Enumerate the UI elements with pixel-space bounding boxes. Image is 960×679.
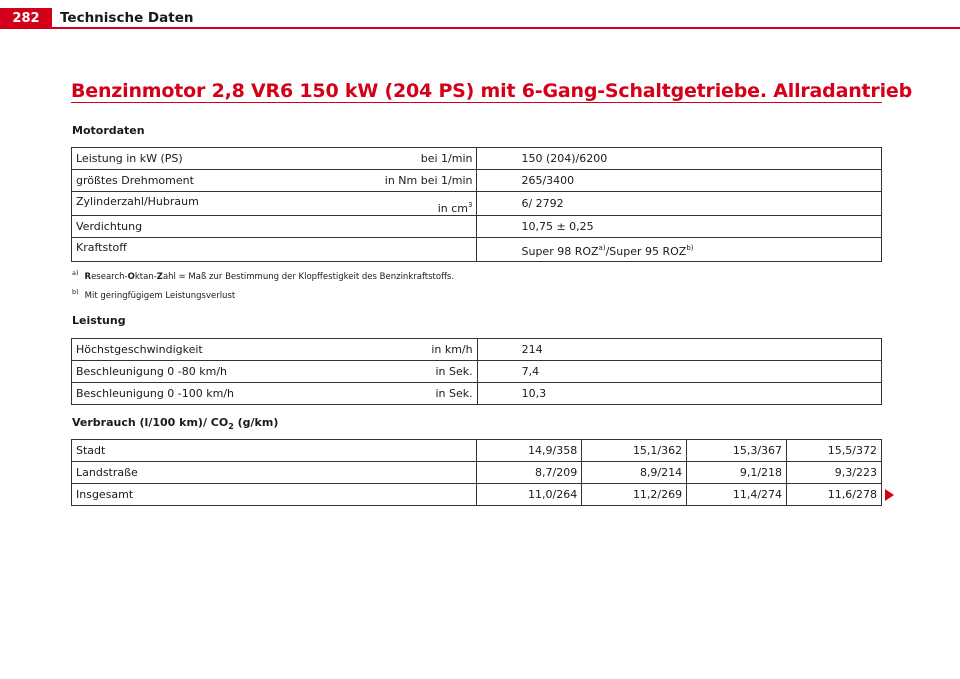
page-number: 282: [0, 8, 52, 29]
leistung-table: [71, 338, 882, 405]
row-label-cell: [72, 148, 477, 170]
row-value: 10,3: [477, 383, 881, 405]
row-label: Verdichtung: [76, 220, 143, 233]
row-label: Insgesamt: [72, 484, 477, 506]
motordaten-heading: Motordaten: [72, 124, 145, 137]
header-rule: [0, 27, 960, 29]
row-label: Beschleunigung 0 -100 km/h: [76, 387, 235, 400]
verbrauch-heading: Verbrauch (l/100 km)/ $CO_2$ (g/km): [72, 416, 279, 431]
table-row: [72, 339, 882, 361]
verbrauch-table: [71, 439, 882, 506]
row-unit: bei 1/min: [420, 152, 473, 165]
row-value: 8,9/214: [582, 462, 687, 484]
row-value: 11,6/278: [787, 484, 882, 506]
row-label-cell: [72, 339, 478, 361]
row-label-cell: [72, 361, 478, 383]
row-label: Landstraße: [72, 462, 477, 484]
table-row: [72, 238, 882, 262]
row-unit: in km/h: [431, 343, 473, 356]
row-label: Beschleunigung 0 -80 km/h: [76, 365, 228, 378]
row-value: 10,75 ± 0,25: [477, 216, 882, 238]
row-value: 9,1/218: [687, 462, 787, 484]
table-row: [72, 170, 882, 192]
footnote-b: $^{b)}$ Mit geringfügigem Leistungsverlust: [72, 288, 236, 301]
row-value: 14,9/358: [477, 440, 582, 462]
arrow-right-icon[interactable]: [885, 489, 894, 501]
row-value: 11,4/274: [687, 484, 787, 506]
row-value: 11,0/264: [477, 484, 582, 506]
footnote-a: $^{a)}$ Research-Oktan-Zahl = Maß zur Bestimmung der Klopffestigkeit des Benzinkraftstoffs.: [72, 269, 455, 282]
row-label: Höchstgeschwindigkeit: [76, 343, 203, 356]
row-value: 15,3/367: [687, 440, 787, 462]
row-value: 6/ 2792: [477, 192, 882, 216]
motordaten-table: [71, 147, 882, 262]
leistung-heading: Leistung: [72, 314, 126, 327]
title-rule: [71, 102, 882, 103]
table-row: [72, 361, 882, 383]
row-label-cell: [72, 192, 477, 216]
row-value: 7,4: [477, 361, 881, 383]
table-row: [72, 192, 882, 216]
row-label-cell: [72, 238, 477, 262]
row-label: größtes Drehmoment: [76, 174, 194, 187]
row-label-cell: [72, 216, 477, 238]
table-row: [72, 484, 882, 506]
table-row: [72, 216, 882, 238]
table-row: [72, 440, 882, 462]
row-unit: in Nm bei 1/min: [384, 174, 473, 187]
row-value: 150 (204)/6200: [477, 148, 882, 170]
row-label: Stadt: [72, 440, 477, 462]
row-value: 15,5/372: [787, 440, 882, 462]
row-value: 265/3400: [477, 170, 882, 192]
row-value: Super 98 ROZ$^{a)}$/Super 95 ROZ$^{b)}$: [477, 238, 882, 262]
row-value: 214: [477, 339, 881, 361]
row-label: Kraftstoff: [76, 241, 127, 254]
row-value: 15,1/362: [582, 440, 687, 462]
row-unit: in $cm^3$: [437, 200, 473, 215]
section-title: Technische Daten: [60, 10, 194, 26]
row-label-cell: [72, 170, 477, 192]
table-row: [72, 462, 882, 484]
row-unit: in Sek.: [435, 365, 473, 378]
row-label-cell: [72, 383, 478, 405]
row-label: Zylinderzahl/Hubraum: [76, 194, 199, 208]
table-row: [72, 148, 882, 170]
row-unit: in Sek.: [435, 387, 473, 400]
row-value: 8,7/209: [477, 462, 582, 484]
row-label: Leistung in kW (PS): [76, 152, 183, 165]
table-row: [72, 383, 882, 405]
footnotes: [72, 266, 454, 304]
row-value: 9,3/223: [787, 462, 882, 484]
page-title: Benzinmotor 2,8 VR6 150 kW (204 PS) mit 6-Gang-Schaltgetriebe. Allradantrieb: [71, 80, 912, 102]
row-value: 11,2/269: [582, 484, 687, 506]
